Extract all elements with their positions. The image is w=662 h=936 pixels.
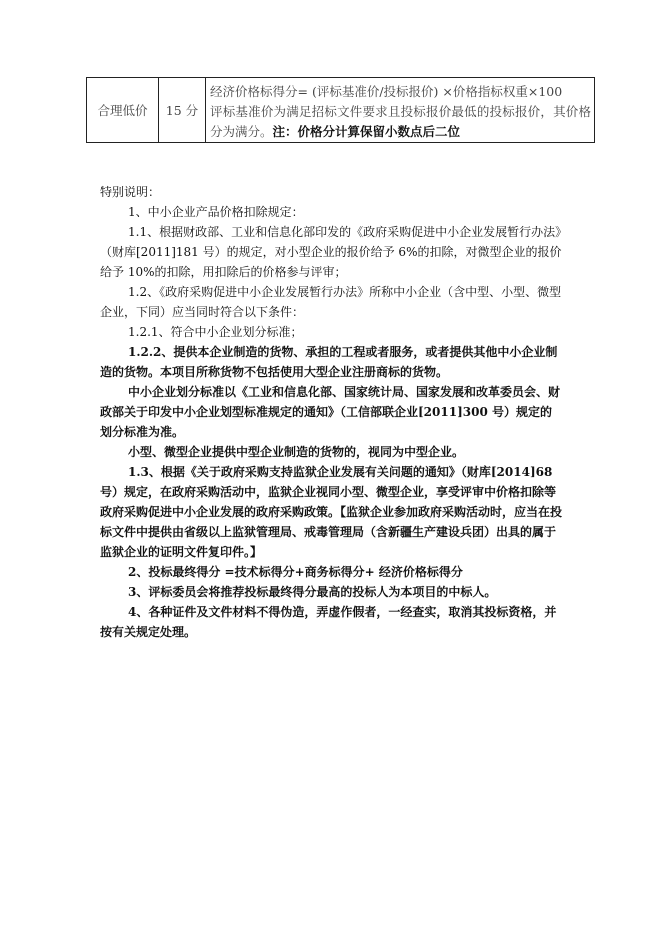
base-price-description: 评标基准价为满足招标文件要求且投标报价最低的投标报价，其价格分为满分。: [210, 104, 591, 139]
note-1-2: 1.2、《政府采购促进中小企业发展暂行办法》所称中小企业（含中型、小型、微型企业，下同）应当同时符合以下条件：: [100, 285, 562, 319]
note-standard: 中小企业划分标准以《工业和信息化部、国家统计局、国家发展和改革委员会、财政部关于印发中小企业划型标准规定的通知》（工信部联企业[2011]300 号）规定的划分标准为准。: [100, 385, 561, 439]
note-small-enterprise: 小型、微型企业提供中型企业制造的货物的，视同为中型企业。: [128, 445, 465, 459]
note-1: 1、中小企业产品价格扣除规定：: [128, 205, 304, 219]
note-3: 3、评标委员会将推荐投标最终得分最高的投标人为本项目的中标人。: [128, 585, 497, 599]
formula-cell: [206, 78, 595, 143]
special-notes: [100, 182, 562, 642]
note-1-3: 1.3、根据《关于政府采购支持监狱企业发展有关问题的通知》（财库[2014]68 号）规定，在政府采购活动中，监狱企业视同小型、微型企业，享受评审中价格扣除等政府采购促进中小企业发展的政府采购政策。【监狱企业参加政府采购活动时，应当在投标文件中提供由省级以上监狱管理局、戒毒管理局（含新疆生产建设兵团）出具的属于监狱企业的证明文件复印件。】: [100, 465, 563, 559]
note-2: 2、投标最终得分 =技术标得分+商务标得分+ 经济价格标得分: [128, 565, 463, 579]
scoring-method-cell: 合理低价: [87, 78, 159, 143]
note-4: 4、各种证件及文件材料不得伪造，弄虚作假者，一经查实，取消其投标资格，并按有关规定处理。: [100, 605, 557, 639]
rounding-note: 注：价格分计算保留小数点后二位: [272, 124, 461, 139]
table-row: [87, 78, 595, 143]
note-1-2-2: 1.2.2、提供本企业制造的货物、承担的工程或者服务，或者提供其他中小企业制造的货物。本项目所称货物不包括使用大型企业注册商标的货物。: [100, 345, 558, 379]
score-cell: 15 分: [159, 78, 206, 143]
formula-line: 经济价格标得分= (评标基准价/投标报价) ×价格指标权重×100: [210, 84, 563, 99]
note-1-2-1: 1.2.1、符合中小企业划分标准；: [128, 325, 303, 339]
note-1-1: 1.1、根据财政部、工业和信息化部印发的《政府采购促进中小企业发展暂行办法》（财库[2011]181 号）的规定，对小型企业的报价给予 6%的扣除，对微型企业的报价给予 10%的扣除，用扣除后的价格参与评审；: [100, 225, 562, 279]
price-score-table: [86, 77, 595, 143]
notes-heading: 特别说明：: [100, 185, 161, 199]
